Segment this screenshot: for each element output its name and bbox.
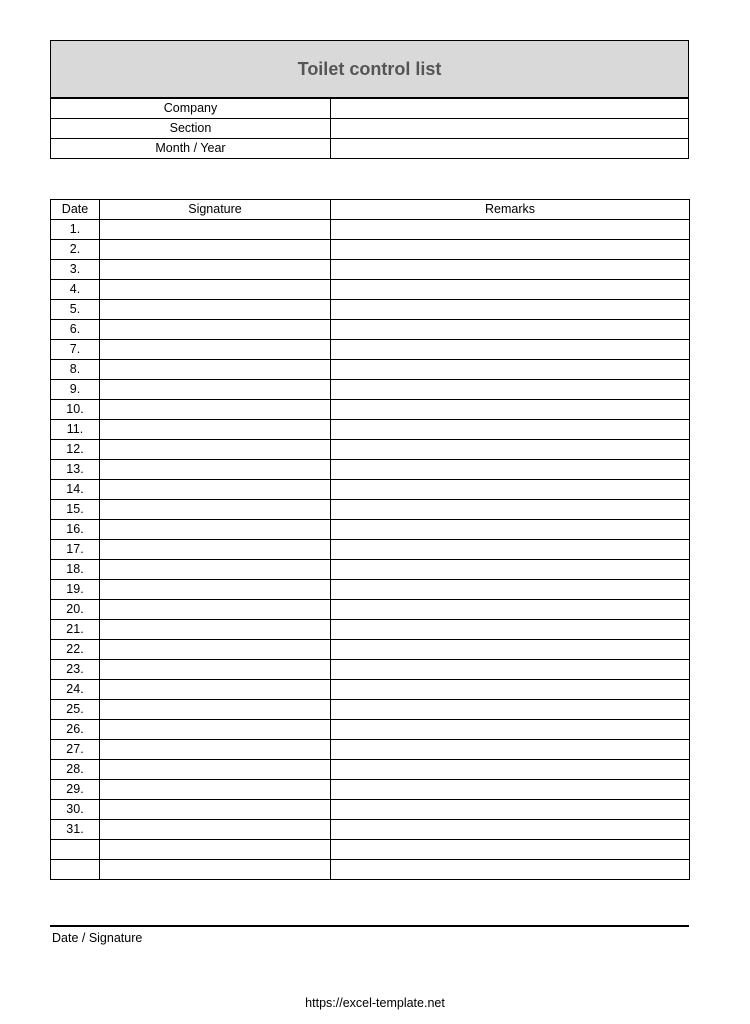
day-cell: 5.: [51, 300, 100, 320]
signature-cell[interactable]: [100, 620, 331, 640]
section-field[interactable]: [331, 119, 689, 139]
remarks-cell[interactable]: [331, 300, 690, 320]
table-row: [51, 860, 690, 880]
footer-url: https://excel-template.net: [305, 996, 445, 1010]
info-table: [50, 98, 689, 159]
signature-cell[interactable]: [100, 720, 331, 740]
day-cell: 6.: [51, 320, 100, 340]
remarks-cell[interactable]: [331, 380, 690, 400]
remarks-cell[interactable]: [331, 540, 690, 560]
remarks-cell[interactable]: [331, 800, 690, 820]
remarks-cell[interactable]: [331, 600, 690, 620]
table-row: [51, 740, 690, 760]
remarks-cell[interactable]: [331, 460, 690, 480]
table-row: [51, 320, 690, 340]
day-cell: 29.: [51, 780, 100, 800]
signature-cell[interactable]: [100, 760, 331, 780]
day-cell: 28.: [51, 760, 100, 780]
table-row: [51, 260, 690, 280]
signature-cell[interactable]: [100, 480, 331, 500]
signature-cell[interactable]: [100, 580, 331, 600]
remarks-cell[interactable]: [331, 320, 690, 340]
remarks-cell[interactable]: [331, 280, 690, 300]
day-cell: 8.: [51, 360, 100, 380]
day-cell: 15.: [51, 500, 100, 520]
table-row: [51, 380, 690, 400]
day-cell: 4.: [51, 280, 100, 300]
table-row: [51, 220, 690, 240]
signature-cell[interactable]: [100, 420, 331, 440]
day-cell: 20.: [51, 600, 100, 620]
table-row: [51, 340, 690, 360]
signature-cell[interactable]: [100, 440, 331, 460]
remarks-cell[interactable]: [331, 740, 690, 760]
signature-cell[interactable]: [100, 840, 331, 860]
table-row: [51, 440, 690, 460]
day-cell: 24.: [51, 680, 100, 700]
day-cell: [51, 860, 100, 880]
remarks-cell[interactable]: [331, 700, 690, 720]
remarks-cell[interactable]: [331, 420, 690, 440]
table-row: [51, 820, 690, 840]
day-cell: 10.: [51, 400, 100, 420]
table-row: [51, 800, 690, 820]
day-cell: 23.: [51, 660, 100, 680]
signature-cell[interactable]: [100, 500, 331, 520]
remarks-cell[interactable]: [331, 240, 690, 260]
table-row: [51, 620, 690, 640]
day-cell: 22.: [51, 640, 100, 660]
day-cell: 11.: [51, 420, 100, 440]
signature-cell[interactable]: [100, 820, 331, 840]
remarks-cell[interactable]: [331, 860, 690, 880]
remarks-cell[interactable]: [331, 640, 690, 660]
table-row: [51, 780, 690, 800]
table-row: [51, 520, 690, 540]
date-column-header: Date: [51, 200, 100, 220]
table-row: [51, 280, 690, 300]
table-row: [51, 680, 690, 700]
table-row: [51, 460, 690, 480]
signature-cell[interactable]: [100, 740, 331, 760]
signature-cell[interactable]: [100, 320, 331, 340]
day-cell: [51, 840, 100, 860]
signature-cell[interactable]: [100, 700, 331, 720]
day-cell: 27.: [51, 740, 100, 760]
signature-cell[interactable]: [100, 400, 331, 420]
remarks-cell[interactable]: [331, 580, 690, 600]
remarks-cell[interactable]: [331, 220, 690, 240]
table-row: [51, 400, 690, 420]
signature-cell[interactable]: [100, 560, 331, 580]
table-row: [51, 580, 690, 600]
day-cell: 19.: [51, 580, 100, 600]
signature-cell[interactable]: [100, 780, 331, 800]
info-label: Company: [51, 99, 331, 119]
month-year-field[interactable]: [331, 139, 689, 159]
table-row: [51, 560, 690, 580]
table-row: [51, 600, 690, 620]
table-row: [51, 660, 690, 680]
day-cell: 12.: [51, 440, 100, 460]
remarks-cell[interactable]: [331, 820, 690, 840]
table-row: [51, 840, 690, 860]
signature-cell[interactable]: [100, 340, 331, 360]
table-row: [51, 760, 690, 780]
day-cell: 13.: [51, 460, 100, 480]
table-row: [51, 500, 690, 520]
day-cell: 14.: [51, 480, 100, 500]
remarks-cell[interactable]: [331, 780, 690, 800]
remarks-cell[interactable]: [331, 400, 690, 420]
signature-cell[interactable]: [100, 380, 331, 400]
signature-cell[interactable]: [100, 680, 331, 700]
day-cell: 7.: [51, 340, 100, 360]
log-header-row: [51, 200, 690, 220]
day-cell: 3.: [51, 260, 100, 280]
signature-cell[interactable]: [100, 520, 331, 540]
table-row: [51, 540, 690, 560]
info-label: Section: [51, 119, 331, 139]
day-cell: 31.: [51, 820, 100, 840]
table-row: [51, 420, 690, 440]
signature-cell[interactable]: [100, 300, 331, 320]
day-cell: 25.: [51, 700, 100, 720]
table-row: [51, 360, 690, 380]
remarks-cell[interactable]: [331, 660, 690, 680]
remarks-cell[interactable]: [331, 440, 690, 460]
day-cell: 9.: [51, 380, 100, 400]
remarks-column-header: Remarks: [331, 200, 690, 220]
remarks-cell[interactable]: [331, 360, 690, 380]
table-row: [51, 300, 690, 320]
header-block: [50, 40, 689, 159]
remarks-cell[interactable]: [331, 340, 690, 360]
info-label: Month / Year: [51, 139, 331, 159]
signature-cell[interactable]: [100, 240, 331, 260]
table-row: [51, 240, 690, 260]
remarks-cell[interactable]: [331, 260, 690, 280]
day-cell: 17.: [51, 540, 100, 560]
signature-cell[interactable]: [100, 540, 331, 560]
day-cell: 2.: [51, 240, 100, 260]
table-row: [51, 720, 690, 740]
info-row-month-year: [51, 139, 689, 159]
signature-cell[interactable]: [100, 640, 331, 660]
remarks-cell[interactable]: [331, 500, 690, 520]
remarks-cell[interactable]: [331, 760, 690, 780]
day-cell: 16.: [51, 520, 100, 540]
log-table-body: [51, 220, 690, 880]
signature-cell[interactable]: [100, 660, 331, 680]
log-table: [50, 199, 690, 880]
signature-cell[interactable]: [100, 460, 331, 480]
table-row: [51, 700, 690, 720]
day-cell: 30.: [51, 800, 100, 820]
day-cell: 1.: [51, 220, 100, 240]
remarks-cell[interactable]: [331, 480, 690, 500]
remarks-cell[interactable]: [331, 720, 690, 740]
info-row-section: [51, 119, 689, 139]
signature-cell[interactable]: [100, 220, 331, 240]
remarks-cell[interactable]: [331, 680, 690, 700]
signature-cell[interactable]: [100, 800, 331, 820]
signature-cell[interactable]: [100, 360, 331, 380]
signature-line: [50, 925, 689, 927]
company-field[interactable]: [331, 99, 689, 119]
remarks-cell[interactable]: [331, 560, 690, 580]
info-row-company: [51, 99, 689, 119]
signature-cell[interactable]: [100, 600, 331, 620]
remarks-cell[interactable]: [331, 520, 690, 540]
signature-cell[interactable]: [100, 260, 331, 280]
day-cell: 21.: [51, 620, 100, 640]
table-row: [51, 640, 690, 660]
table-row: [51, 480, 690, 500]
signature-cell[interactable]: [100, 860, 331, 880]
signature-column-header: Signature: [100, 200, 331, 220]
remarks-cell[interactable]: [331, 620, 690, 640]
day-cell: 26.: [51, 720, 100, 740]
day-cell: 18.: [51, 560, 100, 580]
remarks-cell[interactable]: [331, 840, 690, 860]
document-title: Toilet control list: [50, 40, 689, 98]
signature-label: Date / Signature: [52, 931, 143, 945]
signature-cell[interactable]: [100, 280, 331, 300]
